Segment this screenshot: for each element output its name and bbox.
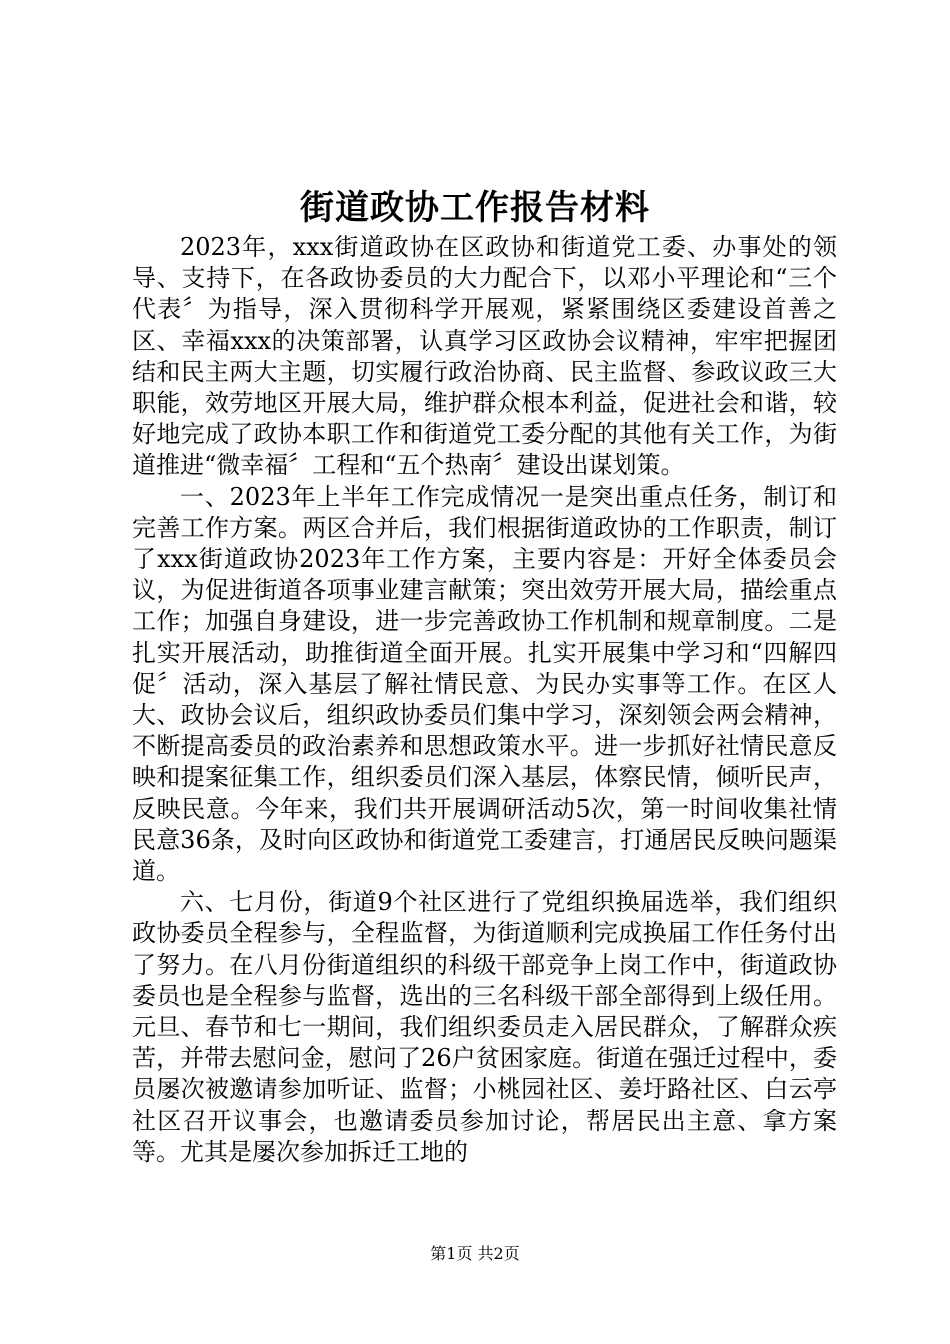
paragraph-section-one: 一、2023年上半年工作完成情况一是突出重点任务，制订和完善工作方案。两区合并后，我们根据街道政协的工作职责，制订了xxx街道政协2023年工作方案，主要内容是：开好全体委员会议，为促进街道各项事业建言献策；突出效劳开展大局，描绘重点工作；加强自身建设，进一步完善政协工作机制和规章制度。二是扎实开展活动，助推街道全面开展。扎实开展集中学习和“四解四促〞活动，深入基层了解社情民意、为民办实事等工作。在区人大、政协会议后，组织政协委员们集中学习，深刻领会两会精神，不断提高委员的政治素养和思想政策水平。进一步抓好社情民意反映和提案征集工作，组织委员们深入基层，体察民情，倾听民声，反映民意。今年来，我们共开展调研活动5次，第一时间收集社情民意36条，及时向区政协和街道党工委建言，打通居民反映问题渠道。	[132, 482, 837, 886]
paragraph-section-continued: 六、七月份，街道9个社区进行了党组织换届选举，我们组织政协委员全程参与，全程监督，为街道顺利完成换届工作任务付出了努力。在八月份街道组织的科级干部竞争上岗工作中，街道政协委员也是全程参与监督，选出的三名科级干部全部得到上级任用。元旦、春节和七一期间，我们组织委员走入居民群众，了解群众疾苦，并带去慰问金，慰问了26户贫困家庭。街道在强迁过程中，委员屡次被邀请参加听证、监督；小桃园社区、姜圩路社区、白云亭社区召开议事会，也邀请委员参加讨论，帮居民出主意、拿方案等。尤其是屡次参加拆迁工地的	[132, 888, 837, 1166]
paragraph-intro: 2023年，xxx街道政协在区政协和街道党工委、办事处的领导、支持下，在各政协委员的大力配合下，以邓小平理论和“三个代表〞为指导，深入贯彻科学开展观，紧紧围绕区委建设首善之区、幸福xxx的决策部署，认真学习区政协会议精神，牢牢把握团结和民主两大主题，切实履行政治协商、民主监督、参政议政三大职能，效劳地区开展大局，维护群众根本利益，促进社会和谐，较好地完成了政协本职工作和街道党工委分配的其他有关工作，为街道推进“微幸福〞工程和“五个热南〞建设出谋划策。	[132, 233, 837, 480]
document-body	[132, 232, 837, 1168]
page-number-footer: 第1页 共2页	[430, 1244, 520, 1263]
document-title: 街道政协工作报告材料	[300, 188, 650, 228]
